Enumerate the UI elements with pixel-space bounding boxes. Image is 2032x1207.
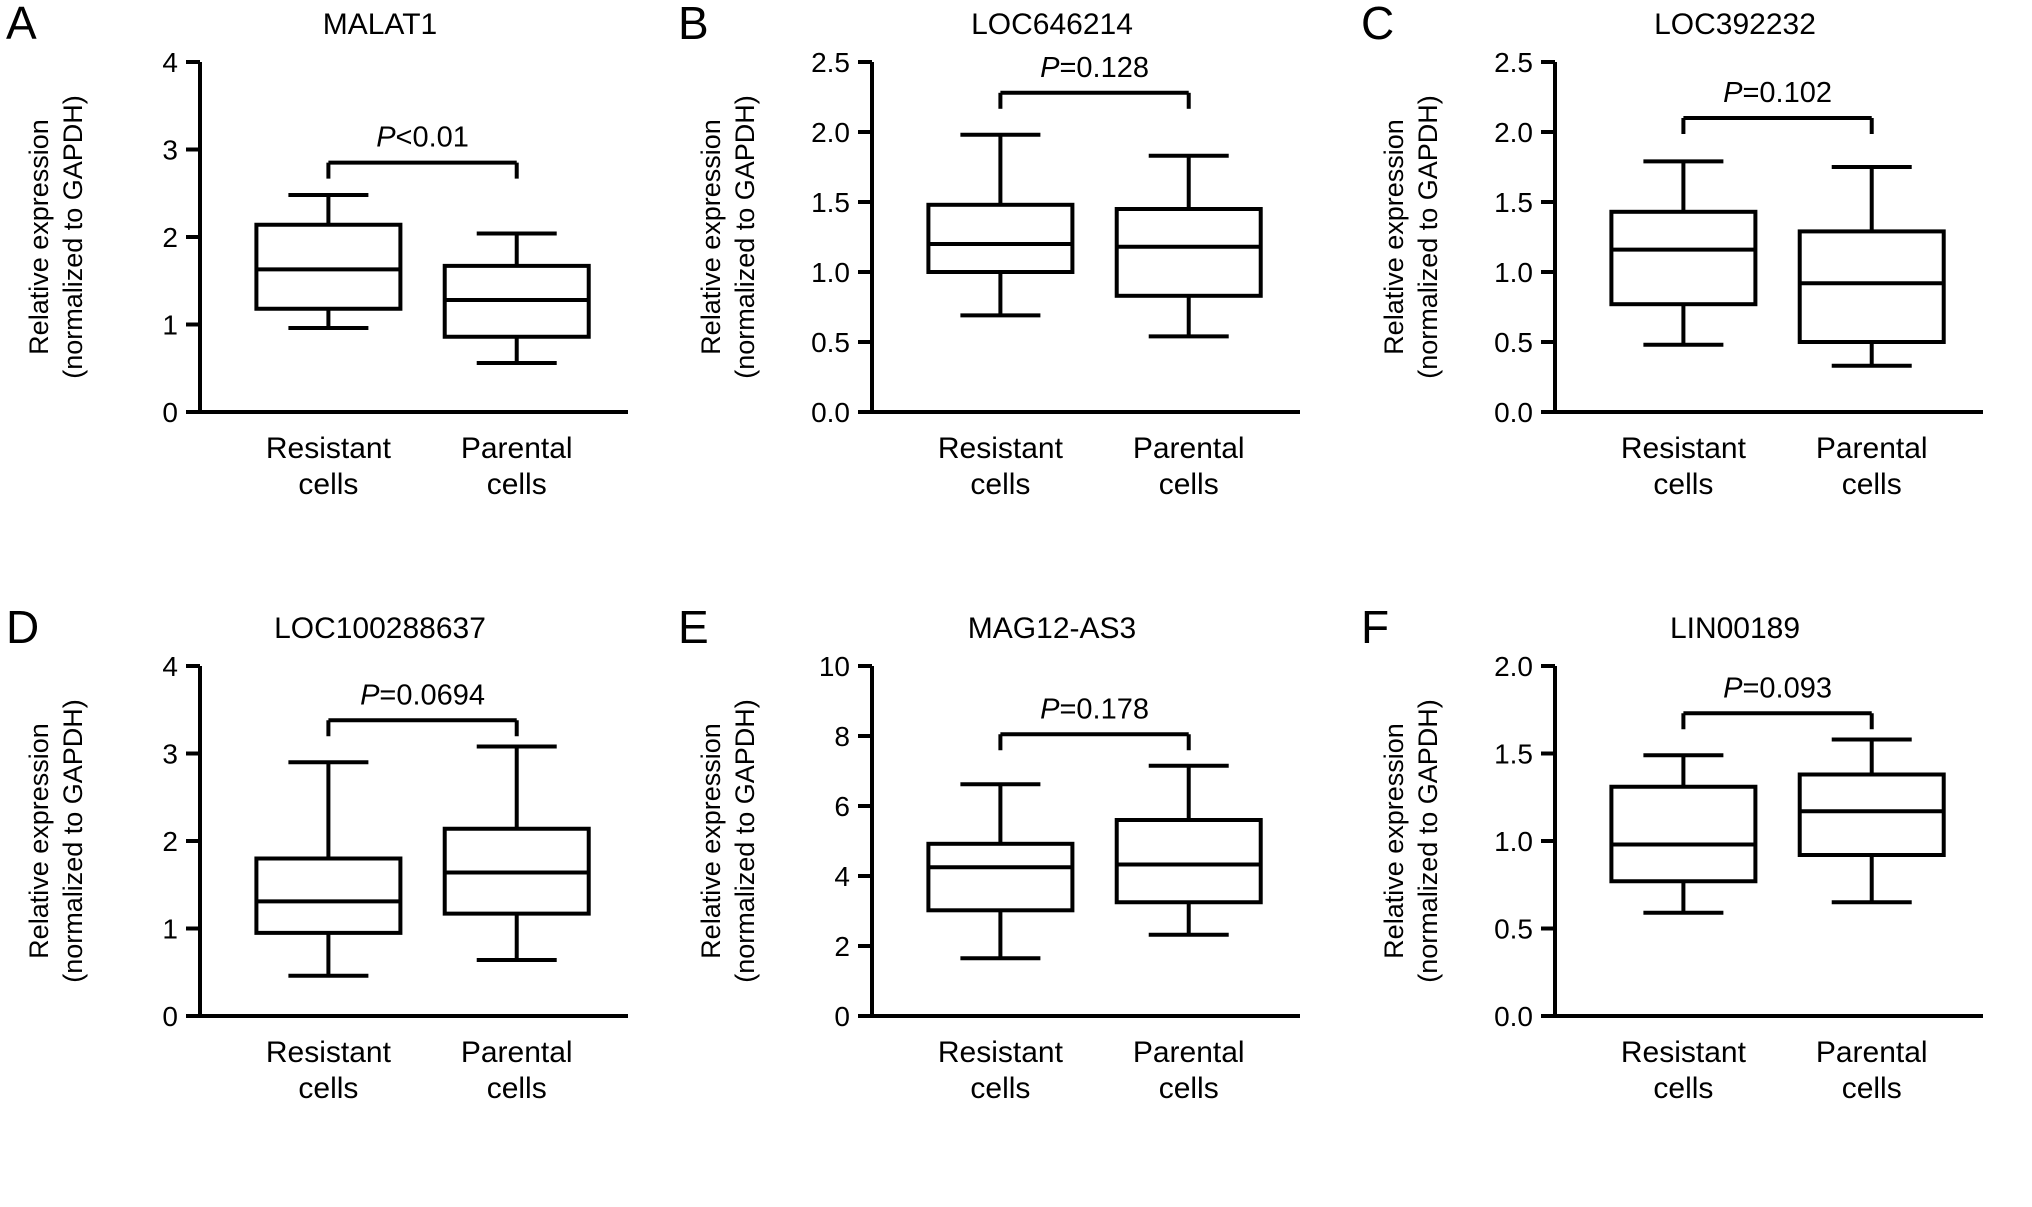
box-group bbox=[256, 195, 400, 328]
box-group bbox=[928, 135, 1072, 316]
y-tick-label: 0.0 bbox=[811, 397, 850, 428]
p-value-annotation bbox=[360, 679, 485, 711]
x-category-label: cells bbox=[486, 1072, 547, 1105]
y-axis-label-line2: (normalized to GAPDH) bbox=[58, 699, 88, 983]
x-category-label: cells bbox=[1653, 1072, 1714, 1105]
box-group bbox=[1800, 740, 1944, 903]
box-group bbox=[1800, 167, 1944, 366]
y-tick-label: 1.5 bbox=[1494, 738, 1533, 770]
y-axis-label-line1: Relative expression bbox=[696, 119, 726, 355]
panel-title: MAG12-AS3 bbox=[967, 612, 1137, 645]
y-tick-label: 0.0 bbox=[1494, 1001, 1533, 1032]
chart-panel-c bbox=[1355, 0, 2015, 600]
panel-letter: B bbox=[678, 0, 709, 49]
p-value-symbol: P bbox=[360, 679, 380, 712]
y-tick-label: 2.0 bbox=[811, 117, 850, 148]
x-category-label: cells bbox=[1841, 1072, 1902, 1105]
y-tick-label: 1.5 bbox=[1494, 187, 1533, 218]
y-tick-label: 0.0 bbox=[1494, 397, 1533, 428]
x-category-label: cells bbox=[1158, 1072, 1219, 1105]
panel-letter: F bbox=[1361, 601, 1390, 653]
panel-letter: D bbox=[6, 601, 40, 653]
y-axis-label-line1: Relative expression bbox=[696, 723, 726, 959]
p-value-number: =0.128 bbox=[1059, 51, 1149, 84]
y-tick-label: 4 bbox=[162, 47, 178, 78]
y-tick-label: 4 bbox=[834, 861, 850, 892]
p-value-number: =0.0694 bbox=[379, 679, 486, 712]
y-axis-label-line1: Relative expression bbox=[1379, 723, 1409, 959]
boxplot-svg bbox=[1355, 0, 2015, 600]
x-category-label: cells bbox=[486, 468, 547, 501]
y-tick-label: 2.5 bbox=[1494, 47, 1533, 78]
x-category-label: Parental bbox=[1132, 1036, 1245, 1069]
x-category-label: Parental bbox=[460, 432, 573, 465]
panel-title: LOC100288637 bbox=[274, 612, 486, 645]
x-category-label: cells bbox=[970, 1072, 1031, 1105]
y-tick-label: 1.0 bbox=[1494, 257, 1533, 288]
x-category-label: cells bbox=[1158, 468, 1219, 501]
y-tick-label: 1.5 bbox=[811, 187, 850, 218]
y-tick-label: 2 bbox=[162, 826, 178, 857]
significance-bracket bbox=[328, 720, 516, 736]
box-group bbox=[1611, 755, 1755, 913]
y-tick-label: 3 bbox=[162, 738, 178, 770]
y-axis-label-line1: Relative expression bbox=[24, 723, 54, 959]
boxplot-svg bbox=[672, 0, 1332, 600]
box-group bbox=[1611, 161, 1755, 344]
p-value-symbol: P bbox=[1723, 77, 1743, 109]
x-category-label: Resistant bbox=[937, 1036, 1063, 1069]
p-value-symbol: P bbox=[1040, 693, 1060, 726]
y-tick-label: 0.5 bbox=[811, 327, 850, 358]
y-axis-label-line2: (normalized to GAPDH) bbox=[1413, 699, 1443, 983]
p-value-symbol: P bbox=[1723, 672, 1743, 705]
chart-panel-b bbox=[672, 0, 1332, 600]
x-category-label: Parental bbox=[460, 1036, 573, 1069]
p-value-number: =0.093 bbox=[1742, 672, 1832, 705]
box-group bbox=[928, 784, 1072, 958]
chart-panel-f bbox=[1355, 601, 2015, 1204]
p-value-annotation bbox=[1723, 672, 1832, 704]
x-category-label: Parental bbox=[1815, 432, 1928, 465]
x-category-label: Resistant bbox=[937, 432, 1063, 465]
box-group bbox=[445, 234, 589, 364]
x-category-label: cells bbox=[1841, 468, 1902, 501]
significance-bracket bbox=[1683, 118, 1871, 134]
panel-letter: A bbox=[6, 0, 37, 49]
y-tick-label: 3 bbox=[162, 134, 178, 166]
x-category-label: cells bbox=[1653, 468, 1714, 501]
y-tick-label: 2 bbox=[162, 222, 178, 253]
y-tick-label: 0.5 bbox=[1494, 913, 1533, 945]
box-group bbox=[1117, 156, 1261, 337]
y-tick-label: 1.0 bbox=[811, 257, 850, 288]
chart-panel-e bbox=[672, 601, 1332, 1204]
p-value-number: =0.178 bbox=[1059, 693, 1149, 726]
panel-letter: E bbox=[678, 601, 709, 653]
boxplot-svg bbox=[0, 0, 660, 600]
y-tick-label: 1 bbox=[162, 913, 178, 945]
y-tick-label: 6 bbox=[834, 791, 850, 822]
chart-panel-d bbox=[0, 601, 660, 1204]
panel-letter: C bbox=[1361, 0, 1395, 49]
significance-bracket bbox=[328, 163, 516, 179]
y-tick-label: 2.0 bbox=[1494, 651, 1533, 682]
y-tick-label: 1.0 bbox=[1494, 826, 1533, 857]
y-axis-label-line1: Relative expression bbox=[1379, 119, 1409, 355]
panel-title: LOC392232 bbox=[1654, 8, 1816, 41]
panel-title: MALAT1 bbox=[322, 8, 438, 41]
y-tick-label: 1 bbox=[162, 309, 178, 341]
plot-area bbox=[672, 601, 1332, 1204]
x-category-label: Resistant bbox=[1620, 1036, 1746, 1069]
y-tick-label: 4 bbox=[162, 651, 178, 682]
significance-bracket bbox=[1000, 93, 1188, 109]
y-axis-label-line2: (normalized to GAPDH) bbox=[1413, 95, 1443, 379]
p-value-annotation bbox=[1040, 693, 1149, 725]
x-category-label: Parental bbox=[1815, 1036, 1928, 1069]
y-tick-label: 2.0 bbox=[1494, 117, 1533, 148]
significance-bracket bbox=[1000, 734, 1188, 750]
y-axis-label-line2: (normalized to GAPDH) bbox=[730, 699, 760, 983]
y-axis-label-line2: (normalized to GAPDH) bbox=[730, 95, 760, 379]
p-value-symbol: P bbox=[1040, 51, 1060, 84]
plot-area bbox=[672, 0, 1332, 600]
y-axis-label-line2: (normalized to GAPDH) bbox=[58, 95, 88, 379]
box-group bbox=[445, 747, 589, 961]
box-group bbox=[256, 762, 400, 976]
panel-title: LOC646214 bbox=[971, 8, 1133, 41]
p-value-annotation bbox=[1040, 52, 1149, 84]
boxplot-svg bbox=[0, 601, 660, 1204]
plot-area bbox=[1355, 601, 2015, 1204]
x-category-label: cells bbox=[970, 468, 1031, 501]
p-value-annotation bbox=[1723, 77, 1832, 109]
significance-bracket bbox=[1683, 713, 1871, 729]
boxplot-svg bbox=[672, 601, 1332, 1204]
boxplot-svg bbox=[1355, 601, 2015, 1204]
y-tick-label: 0 bbox=[162, 397, 178, 428]
p-value-number: =0.102 bbox=[1742, 77, 1832, 109]
x-category-label: cells bbox=[298, 1072, 359, 1105]
x-category-label: Resistant bbox=[1620, 432, 1746, 465]
chart-panel-a bbox=[0, 0, 660, 600]
p-value-symbol: P bbox=[376, 121, 396, 154]
p-value-number: <0.01 bbox=[395, 121, 469, 154]
p-value-annotation bbox=[376, 122, 469, 154]
x-category-label: Parental bbox=[1132, 432, 1245, 465]
x-category-label: Resistant bbox=[265, 432, 391, 465]
y-tick-label: 2 bbox=[834, 931, 850, 962]
y-tick-label: 0 bbox=[834, 1001, 850, 1032]
panel-title: LIN00189 bbox=[1669, 612, 1801, 645]
y-tick-label: 0.5 bbox=[1494, 327, 1533, 358]
x-category-label: Resistant bbox=[265, 1036, 391, 1069]
y-tick-label: 0 bbox=[162, 1001, 178, 1032]
y-tick-label: 10 bbox=[818, 651, 850, 682]
y-tick-label: 8 bbox=[834, 721, 850, 752]
plot-area bbox=[1355, 0, 2015, 600]
y-axis-label-line1: Relative expression bbox=[24, 119, 54, 355]
box-group bbox=[1117, 766, 1261, 935]
y-tick-label: 2.5 bbox=[811, 47, 850, 78]
x-category-label: cells bbox=[298, 468, 359, 501]
plot-area bbox=[0, 0, 660, 600]
plot-area bbox=[0, 601, 660, 1204]
